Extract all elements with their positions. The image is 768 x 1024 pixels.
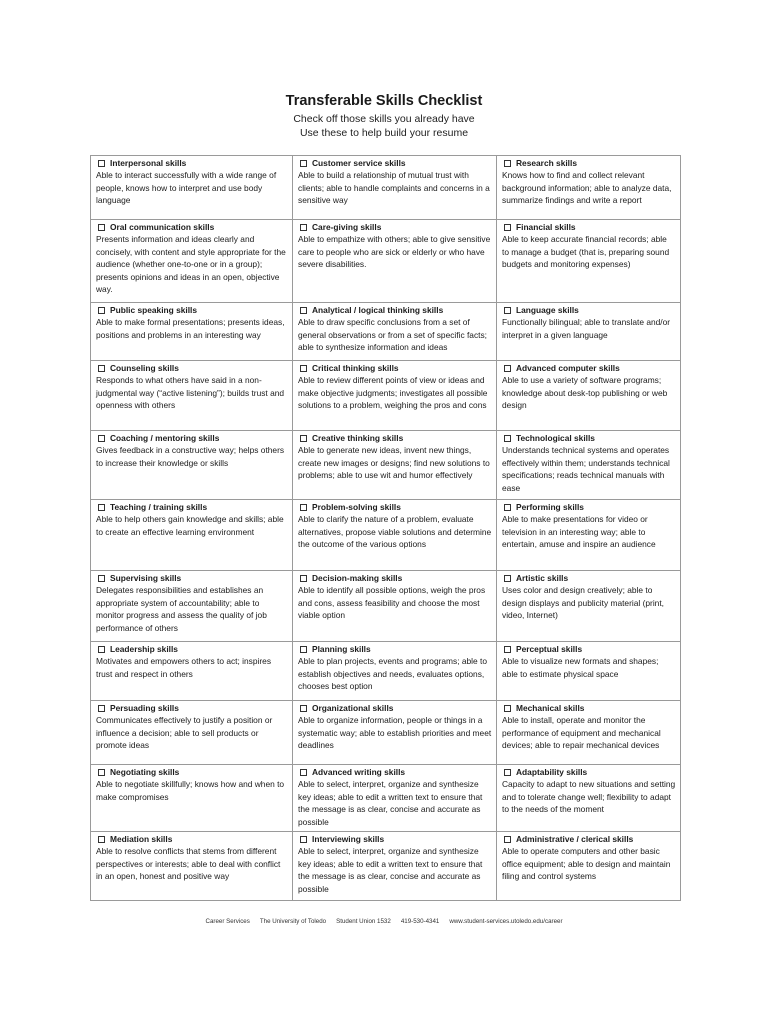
skill-cell [91,156,293,220]
checkbox-icon[interactable] [300,160,307,167]
skill-name: Analytical / logical thinking skills [312,305,444,315]
checkbox-icon[interactable] [504,646,511,653]
table-row [91,832,681,901]
skill-heading [502,501,676,513]
footer-office: Career Services [205,918,250,925]
skill-cell [497,361,681,431]
skill-description: Able to generate new ideas, invent new things, create new images or designs; find new solutions to problems; able to use wit and humor effectively [298,445,490,481]
skill-heading [502,157,676,169]
skill-name: Interviewing skills [312,834,385,845]
checkbox-icon[interactable] [504,575,511,582]
skill-cell [293,361,497,431]
skill-heading [298,221,492,233]
checkbox-icon[interactable] [98,435,105,442]
skill-heading [96,432,288,444]
skill-description: Communicates effectively to justify a position or influence a decision; able to sell products or promote ideas [96,715,273,751]
skill-name: Advanced writing skills [312,767,406,777]
skill-cell [293,156,497,220]
checkbox-icon[interactable] [300,504,307,511]
skill-name: Artistic skills [516,573,569,583]
skills-table-body [91,156,681,901]
skill-heading [96,766,288,778]
skill-heading [96,702,288,714]
skill-cell [91,431,293,500]
skill-description: Able to draw specific conclusions from a set of general observations or from a set of specific facts; able to synthesize information and ideas [298,317,487,353]
skill-heading [96,362,288,374]
skill-name: Organizational skills [312,703,394,713]
skill-cell [293,303,497,361]
skills-table [90,155,681,901]
skill-heading [298,766,492,778]
subtitle-check-off: Check off those skills you already have [293,113,475,125]
skill-description: Able to empathize with others; able to give sensitive care to people who are sick or elderly or who have severe disabilities. [298,234,491,270]
skill-description: Able to negotiate skillfully; knows how and when to make compromises [96,779,285,802]
skill-description: Able to make presentations for video or television in an interesting way; able to entertain, amuse and inspire an audience [502,514,656,550]
skill-heading [96,304,288,316]
skill-heading [502,362,676,374]
skill-name: Customer service skills [312,158,406,168]
skill-description: Knows how to find and collect relevant background information; able to analyze data, summarize findings and write a report [502,170,672,206]
skill-cell [497,303,681,361]
skill-cell [497,156,681,220]
page-title: Transferable Skills Checklist [285,93,483,109]
table-row [91,571,681,642]
checkbox-icon[interactable] [504,769,511,776]
skill-cell [293,642,497,701]
checkbox-icon[interactable] [300,705,307,712]
skill-cell [91,220,293,303]
skill-cell [91,303,293,361]
checkbox-icon[interactable] [504,504,511,511]
checkbox-icon[interactable] [300,435,307,442]
skill-heading [96,221,288,233]
skill-description: Able to operate computers and other basic office equipment; able to design and maintain filing and control systems [502,846,671,882]
checkbox-icon[interactable] [98,504,105,511]
skill-heading [502,643,676,655]
skill-name: Perceptual skills [516,644,583,654]
skill-description: Understands technical systems and operates effectively within them; understands technical specifications; reads technical manuals with ease [502,445,670,493]
skill-name: Performing skills [516,502,584,512]
skill-description: Able to select, interpret, organize and synthesize key ideas; able to edit a written text to ensure that the message is as clear, concise and accurate as possible [298,779,483,827]
skill-name: Problem-solving skills [312,502,401,512]
skill-name: Planning skills [312,644,371,654]
skill-name: Oral communication skills [110,222,215,232]
skill-heading [502,572,676,584]
checkbox-icon[interactable] [504,836,511,843]
skill-heading [502,304,676,316]
checkbox-icon[interactable] [98,705,105,712]
skill-name: Counseling skills [110,363,179,373]
skill-heading [298,362,492,374]
skill-cell [497,832,681,901]
skill-cell [91,832,293,901]
skill-name: Teaching / training skills [110,502,208,512]
skill-cell [497,765,681,832]
skill-description: Able to interact successfully with a wide range of people, knows how to interpret and use body language [96,170,277,206]
skill-cell [91,642,293,701]
skill-description: Able to select, interpret, organize and synthesize key ideas; able to edit a written text to ensure that the message is as clear, concise and accurate as possible [298,846,483,894]
skill-heading [96,643,288,655]
checkbox-icon[interactable] [98,160,105,167]
skill-cell [293,701,497,765]
skill-description: Able to help others gain knowledge and skills; able to create an effective learning environment [96,514,284,537]
checkbox-icon[interactable] [98,836,105,843]
skill-description: Functionally bilingual; able to translate and/or interpret in a given language [502,317,671,340]
skill-heading [298,432,492,444]
skill-name: Language skills [516,305,579,315]
subtitle-resume: Use these to help build your resume [299,127,469,139]
checkbox-icon[interactable] [300,646,307,653]
skill-cell [91,765,293,832]
footer-location: Student Union 1532 [336,918,391,925]
skill-cell [91,701,293,765]
skill-name: Advanced computer skills [516,363,620,373]
skill-cell [497,642,681,701]
skill-description: Able to review different points of view or ideas and make objective judgments; investigates all possible solutions to a problem, weighing the pros and cons [298,375,488,411]
skill-description: Delegates responsibilities and establishes an appropriate system of accountability; able to monitor progress and assess the quality of job performance of others [96,585,267,633]
skill-description: Presents information and ideas clearly and concisely, with content and style appropriate for the audience (whether one-to-one or in a group); presents opinions and ideas in an open, objective way. [96,234,286,295]
footer-phone: 419-530-4341 [400,918,440,925]
table-row [91,303,681,361]
skill-description: Able to build a relationship of mutual trust with clients; able to handle complaints and concerns in a sensitive way [298,170,490,206]
skill-name: Technological skills [516,433,595,443]
skill-heading [502,833,676,845]
table-row [91,361,681,431]
footer-university: The University of Toledo [259,918,327,925]
skill-name: Negotiating skills [110,767,180,777]
skill-name: Public speaking skills [110,305,198,315]
checkbox-icon[interactable] [300,836,307,843]
skill-name: Research skills [516,158,577,168]
skill-cell [497,701,681,765]
skill-heading [298,702,492,714]
skill-cell [91,361,293,431]
table-row [91,220,681,303]
skill-name: Coaching / mentoring skills [110,433,220,443]
skill-heading [502,766,676,778]
table-row [91,156,681,220]
skill-description: Able to resolve conflicts that stems from different perspectives or interests; able to deal with conflict in an open, honest and positive way [96,846,281,882]
skill-cell [293,220,497,303]
skill-name: Decision-making skills [312,573,403,583]
checkbox-icon[interactable] [504,435,511,442]
skill-heading [96,501,288,513]
table-row [91,765,681,832]
checkbox-icon[interactable] [98,646,105,653]
skill-heading [298,643,492,655]
skill-description: Gives feedback in a constructive way; helps others to increase their knowledge or skills [96,445,285,468]
footer-url: www.student-services.utoledo.edu/career [449,918,563,925]
checkbox-icon[interactable] [504,160,511,167]
skill-name: Critical thinking skills [312,363,399,373]
skill-name: Creative thinking skills [312,433,404,443]
checkbox-icon[interactable] [300,365,307,372]
skill-cell [497,220,681,303]
skill-name: Administrative / clerical skills [516,834,634,845]
skill-heading [298,572,492,584]
skill-heading [96,572,288,584]
skill-cell [293,431,497,500]
skill-cell [91,571,293,642]
checkbox-icon[interactable] [300,575,307,582]
skill-description: Able to keep accurate financial records; able to manage a budget (that is, preparing sound budgets and monitoring expenses) [502,234,670,270]
checkbox-icon[interactable] [300,224,307,231]
checkbox-icon[interactable] [98,769,105,776]
skill-heading [298,501,492,513]
skill-description: Uses color and design creatively; able to design displays and publicity material (print, video, Internet) [502,585,664,621]
skill-cell [293,832,497,901]
checkbox-icon[interactable] [504,365,511,372]
skill-heading [502,432,676,444]
skill-name: Persuading skills [110,703,179,713]
skill-heading [298,304,492,316]
skill-description: Able to plan projects, events and programs; able to establish objectives and needs, evaluates options, chooses best option [298,656,488,692]
skill-name: Mediation skills [110,834,173,845]
table-row [91,431,681,500]
skill-heading [502,702,676,714]
checkbox-icon[interactable] [300,769,307,776]
checkbox-icon[interactable] [504,224,511,231]
skill-description: Able to visualize new formats and shapes; able to estimate physical space [502,656,659,679]
skill-cell [293,571,497,642]
skill-description: Able to use a variety of software programs; knowledge about desk-top publishing or web design [502,375,668,411]
checkbox-icon[interactable] [504,705,511,712]
skill-description: Able to identify all possible options, weigh the pros and cons, assess feasibility and choose the most viable option [298,585,486,621]
skill-description: Able to clarify the nature of a problem, evaluate alternatives, propose viable solutions and determine the outcome of the various options [298,514,492,550]
skill-heading [298,157,492,169]
checkbox-icon[interactable] [300,307,307,314]
skill-heading [298,833,492,845]
table-row [91,701,681,765]
checkbox-icon[interactable] [98,575,105,582]
skill-heading [502,221,676,233]
skill-cell [293,500,497,571]
table-row [91,500,681,571]
skill-cell [497,571,681,642]
skill-description: Able to install, operate and monitor the performance of equipment and mechanical devices; able to repair mechanical devices [502,715,661,751]
table-row [91,642,681,701]
skill-cell [497,500,681,571]
checkbox-icon[interactable] [504,307,511,314]
footer [0,918,768,925]
skill-heading [96,833,288,845]
checkbox-icon[interactable] [98,307,105,314]
skill-name: Financial skills [516,222,576,232]
skill-description: Able to make formal presentations; presents ideas, positions and problems in an interesting way [96,317,285,340]
skill-cell [497,431,681,500]
checkbox-icon[interactable] [98,365,105,372]
skill-name: Mechanical skills [516,703,585,713]
skill-description: Responds to what others have said in a non-judgmental way (“active listening”); builds trust and openness with others [96,375,285,411]
skill-description: Capacity to adapt to new situations and setting and to tolerate change well; flexibility to adapt to the needs of the moment [502,779,676,815]
skill-name: Leadership skills [110,644,178,654]
skill-name: Care-giving skills [312,222,382,232]
skill-name: Interpersonal skills [110,158,187,168]
skill-cell [91,500,293,571]
skill-name: Adaptability skills [516,767,588,777]
skill-description: Able to organize information, people or things in a systematic way; able to establish priorities and meet deadlines [298,715,492,751]
skill-cell [293,765,497,832]
checkbox-icon[interactable] [98,224,105,231]
skill-name: Supervising skills [110,573,182,583]
skill-description: Motivates and empowers others to act; inspires trust and respect in others [96,656,272,679]
skill-heading [96,157,288,169]
